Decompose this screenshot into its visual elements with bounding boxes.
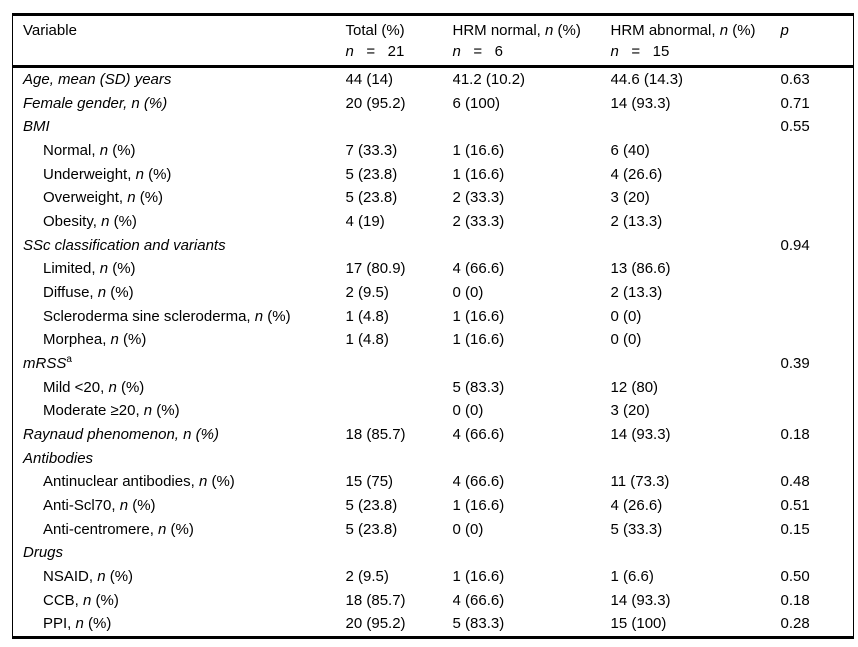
cell-hrm-abnormal: 11 (73.3) (610, 473, 670, 491)
header-hrm-normal-n: n = 6 (452, 43, 503, 60)
cell-hrm-abnormal (611, 352, 781, 376)
cell-p-value (781, 186, 854, 210)
table-body (13, 67, 854, 638)
cell-p-value (781, 139, 854, 163)
cell-total: 44 (14) (345, 71, 394, 88)
cell-hrm-abnormal: 3 (20) (610, 189, 650, 207)
row-label: Antibodies (23, 449, 94, 467)
cell-p-value: 0.55 (780, 118, 810, 136)
cell-hrm-normal: 6 (100) (452, 94, 501, 112)
row-label: mRSS$^a$ (23, 354, 72, 373)
header-p-title: p (780, 22, 789, 39)
cell-p-value (781, 210, 854, 234)
cell-hrm-normal: 0 (0) (452, 520, 484, 538)
cell-p-value: 0.39 (780, 355, 810, 373)
row-label: PPI, n (%) (43, 615, 112, 633)
cell-total: 4 (19) (345, 213, 385, 231)
table-row (13, 423, 854, 447)
cell-hrm-normal: 2 (33.3) (452, 189, 505, 207)
cell-p-value (781, 399, 854, 423)
row-label: Antinuclear antibodies, n (%) (43, 473, 235, 491)
cell-hrm-normal (453, 234, 611, 258)
cell-hrm-abnormal: 4 (26.6) (610, 165, 663, 183)
cell-p-value: 0.48 (780, 473, 810, 491)
cell-hrm-abnormal: 2 (13.3) (610, 284, 663, 302)
table-row (13, 470, 854, 494)
cell-total: 20 (95.2) (345, 94, 406, 112)
cell-hrm-abnormal: 15 (100) (610, 615, 667, 633)
row-label: Normal, n (%) (43, 142, 136, 160)
cell-total: 5 (23.8) (345, 165, 398, 183)
cell-hrm-normal: 0 (0) (452, 284, 484, 302)
cell-hrm-normal: 4 (66.6) (452, 591, 505, 609)
row-label: Diffuse, n (%) (43, 284, 134, 302)
table-row (13, 328, 854, 352)
header-col-hrm-abnormal (611, 15, 781, 67)
cell-hrm-abnormal (611, 447, 781, 471)
row-label: Limited, n (%) (43, 260, 136, 278)
cell-p-value: 0.18 (780, 426, 810, 444)
cell-hrm-normal: 5 (83.3) (452, 378, 505, 396)
row-label: Anti-Scl70, n (%) (43, 497, 156, 515)
cell-hrm-abnormal (611, 234, 781, 258)
cell-total: 2 (9.5) (345, 568, 389, 586)
cell-hrm-normal: 2 (33.3) (452, 213, 505, 231)
table-row (13, 257, 854, 281)
table-row (13, 612, 854, 637)
cell-total (346, 115, 453, 139)
cell-hrm-normal (453, 447, 611, 471)
cell-hrm-abnormal: 12 (80) (610, 378, 659, 396)
table-row (13, 210, 854, 234)
table-row (13, 305, 854, 329)
header-hrm-abnormal-title: HRM abnormal, n (%) (610, 22, 756, 39)
table-row (13, 352, 854, 376)
header-total-n: n = 21 (345, 43, 405, 60)
header-hrm-normal-title: HRM normal, n (%) (452, 22, 581, 39)
row-label: Mild <20, n (%) (43, 378, 145, 396)
cell-hrm-normal (453, 115, 611, 139)
cell-hrm-normal (453, 541, 611, 565)
cell-hrm-abnormal: 14 (93.3) (610, 94, 671, 112)
cell-hrm-abnormal: 4 (26.6) (610, 497, 663, 515)
cell-hrm-normal: 1 (16.6) (452, 142, 505, 160)
cell-hrm-abnormal: 3 (20) (610, 402, 650, 420)
cell-hrm-abnormal: 14 (93.3) (610, 426, 671, 444)
cell-hrm-normal: 4 (66.6) (452, 260, 505, 278)
cell-hrm-normal: 4 (66.6) (452, 473, 505, 491)
table-row (13, 589, 854, 613)
cell-hrm-normal: 1 (16.6) (452, 568, 505, 586)
cell-p-value (781, 281, 854, 305)
row-label: Raynaud phenomenon, n (%) (23, 426, 219, 444)
header-col-p (781, 15, 854, 67)
table-row (13, 518, 854, 542)
table-row (13, 565, 854, 589)
cell-p-value: 0.63 (780, 71, 810, 88)
cell-total (346, 352, 453, 376)
cell-p-value (781, 328, 854, 352)
cell-total (346, 541, 453, 565)
table-row (13, 67, 854, 92)
cell-total: 1 (4.8) (345, 331, 389, 349)
cell-hrm-abnormal (611, 541, 781, 565)
table-row (13, 115, 854, 139)
row-label: Morphea, n (%) (43, 331, 147, 349)
header-col-total (346, 15, 453, 67)
table-row (13, 541, 854, 565)
cell-total (346, 447, 453, 471)
table-row (13, 163, 854, 187)
patient-characteristics-table (12, 13, 854, 639)
cell-total: 5 (23.8) (345, 497, 398, 515)
cell-hrm-abnormal (611, 115, 781, 139)
footnote-marker: a (66, 354, 72, 366)
row-label: Scleroderma sine scleroderma, n (%) (43, 307, 291, 325)
cell-hrm-normal: 41.2 (10.2) (452, 71, 526, 88)
cell-hrm-abnormal: 5 (33.3) (610, 520, 663, 538)
row-label: Drugs (23, 544, 64, 562)
table-row (13, 447, 854, 471)
cell-p-value: 0.51 (780, 497, 810, 515)
table-row (13, 281, 854, 305)
header-total-title: Total (%) (345, 22, 405, 39)
cell-p-value (781, 305, 854, 329)
cell-total: 7 (33.3) (345, 142, 398, 160)
cell-hrm-abnormal: 2 (13.3) (610, 213, 663, 231)
table-header (13, 15, 854, 67)
cell-p-value (781, 541, 854, 565)
row-label: Age, mean (SD) years (23, 71, 172, 88)
cell-p-value (781, 257, 854, 281)
cell-total: 15 (75) (345, 473, 394, 491)
cell-total: 17 (80.9) (345, 260, 406, 278)
cell-total: 2 (9.5) (345, 284, 389, 302)
cell-p-value: 0.15 (780, 520, 810, 538)
cell-hrm-normal: 5 (83.3) (452, 615, 505, 633)
table-row (13, 92, 854, 116)
cell-hrm-normal: 0 (0) (452, 402, 484, 420)
row-label: Female gender, n (%) (23, 94, 168, 112)
cell-total: 5 (23.8) (345, 520, 398, 538)
cell-p-value (781, 447, 854, 471)
cell-total: 18 (85.7) (345, 591, 406, 609)
row-label: Underweight, n (%) (43, 165, 172, 183)
cell-hrm-normal: 1 (16.6) (452, 331, 505, 349)
cell-hrm-abnormal: 14 (93.3) (610, 591, 671, 609)
table-row (13, 399, 854, 423)
cell-hrm-normal: 1 (16.6) (452, 307, 505, 325)
cell-total: 5 (23.8) (345, 189, 398, 207)
table-row (13, 186, 854, 210)
cell-hrm-abnormal: 13 (86.6) (610, 260, 671, 278)
row-label: Overweight, n (%) (43, 189, 164, 207)
row-label: NSAID, n (%) (43, 568, 134, 586)
cell-hrm-normal: 4 (66.6) (452, 426, 505, 444)
cell-hrm-normal: 1 (16.6) (452, 497, 505, 515)
cell-total (346, 234, 453, 258)
row-label: Moderate ≥20, n (%) (43, 402, 180, 420)
cell-p-value (781, 163, 854, 187)
cell-hrm-normal: 1 (16.6) (452, 165, 505, 183)
cell-total (346, 376, 453, 400)
row-label: BMI (23, 118, 50, 136)
cell-total: 18 (85.7) (345, 426, 406, 444)
header-variable (13, 15, 346, 67)
row-label: Obesity, n (%) (43, 213, 137, 231)
table-row (13, 139, 854, 163)
row-label: Anti-centromere, n (%) (43, 520, 194, 538)
cell-p-value (781, 376, 854, 400)
cell-hrm-abnormal: 0 (0) (610, 307, 642, 325)
header-row (13, 15, 854, 67)
table-row (13, 376, 854, 400)
cell-p-value: 0.18 (780, 591, 810, 609)
cell-p-value: 0.71 (780, 94, 810, 112)
row-label: SSc classification and variants (23, 236, 226, 254)
header-hrm-abnormal-n: n = 15 (610, 43, 670, 60)
cell-total: 1 (4.8) (345, 307, 389, 325)
cell-hrm-abnormal: 1 (6.6) (610, 568, 654, 586)
table-row (13, 234, 854, 258)
cell-p-value: 0.50 (780, 568, 810, 586)
cell-hrm-abnormal: 44.6 (14.3) (610, 71, 684, 88)
header-col-hrm-normal (453, 15, 611, 67)
row-label: CCB, n (%) (43, 591, 119, 609)
cell-total (346, 399, 453, 423)
cell-p-value: 0.94 (780, 236, 810, 254)
cell-p-value: 0.28 (780, 615, 810, 633)
cell-hrm-abnormal: 6 (40) (610, 142, 650, 160)
cell-hrm-abnormal: 0 (0) (610, 331, 642, 349)
cell-hrm-normal (453, 352, 611, 376)
table-row (13, 494, 854, 518)
header-variable-label: Variable (23, 22, 77, 39)
cell-total: 20 (95.2) (345, 615, 406, 633)
